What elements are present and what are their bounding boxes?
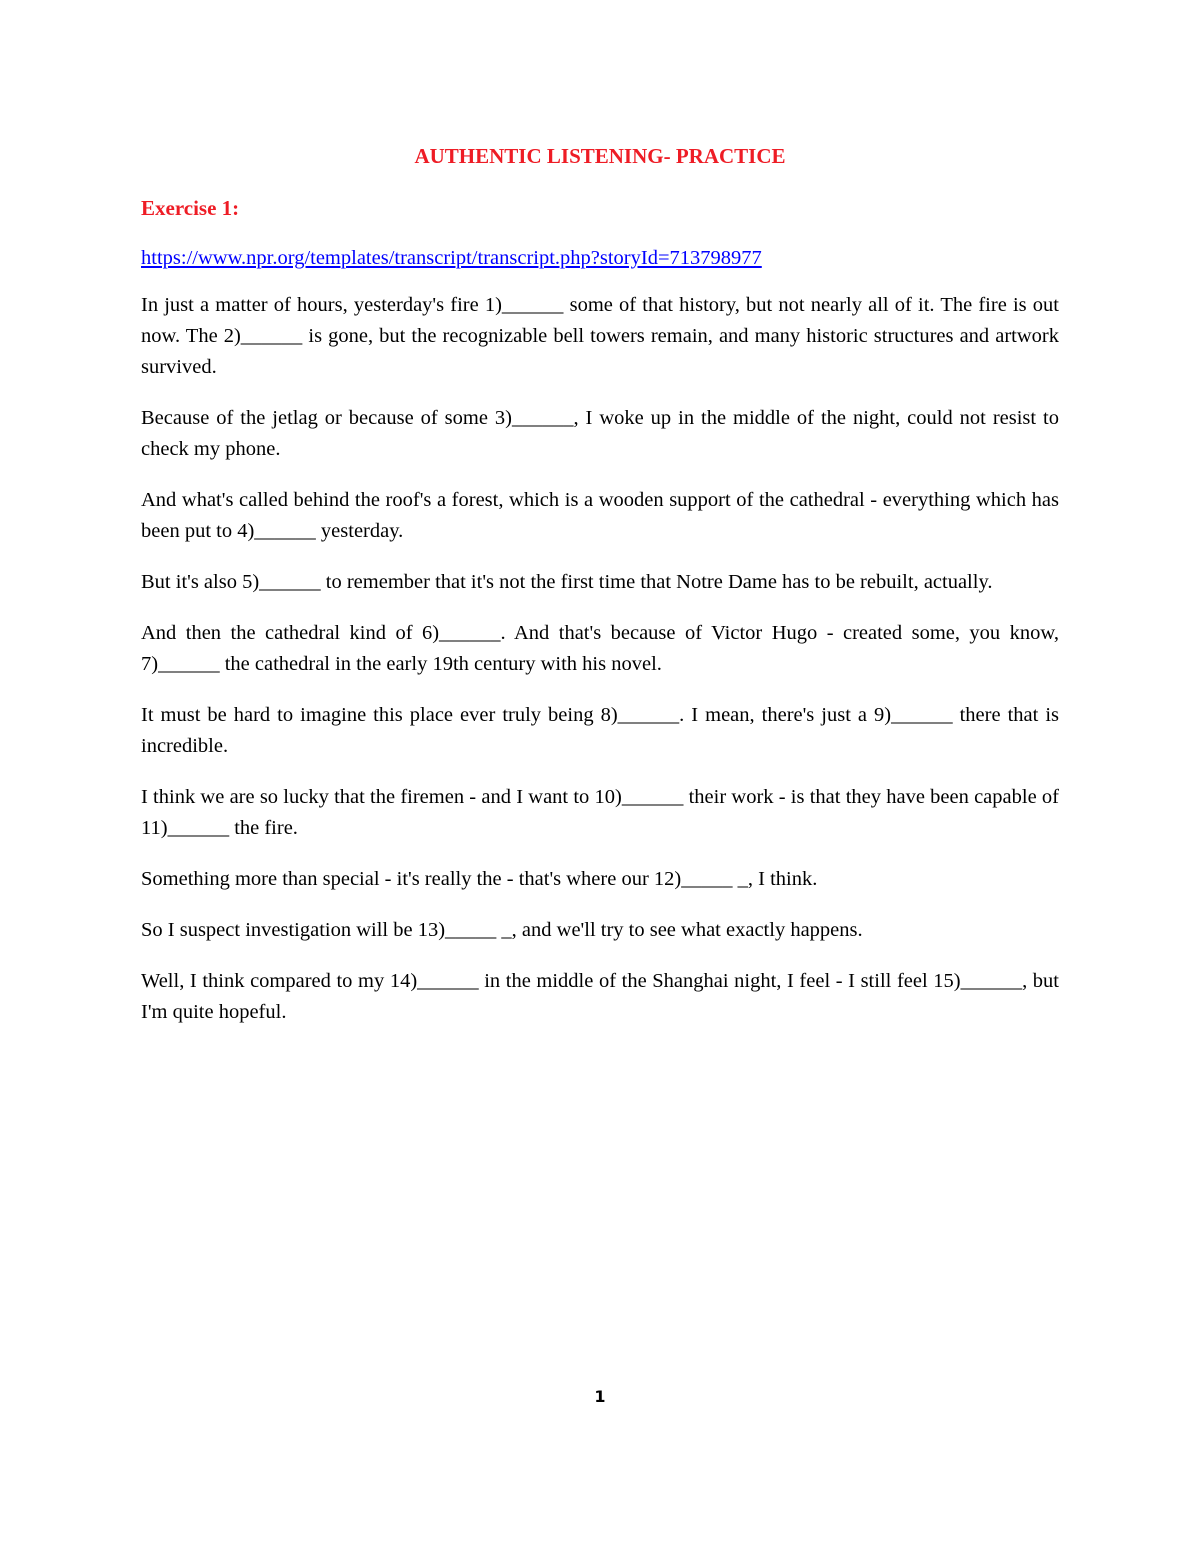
transcript-paragraph: Well, I think compared to my 14)______ in the middle of the Shanghai night, I feel - I still feel 15)______, but I'm quite hopeful. (141, 970, 1059, 1023)
source-link[interactable]: https://www.npr.org/templates/transcript/transcript.php?storyId=713798977 (141, 247, 762, 269)
document-body (141, 140, 1059, 1048)
transcript-paragraph: In just a matter of hours, yesterday's fire 1)______ some of that history, but not nearly all of it. The fire is out now. The 2)______ is gone, but the recognizable bell towers remain, and many historic structures and artwork survived. (141, 294, 1059, 378)
exercise-heading: Exercise 1: (141, 196, 240, 220)
transcript-paragraph: I think we are so lucky that the firemen - and I want to 10)______ their work - is that they have been capable of 11)______ the fire. (141, 786, 1059, 839)
transcript-paragraph: And what's called behind the roof's a forest, which is a wooden support of the cathedral - everything which has been put to 4)______ yesterday. (141, 489, 1059, 542)
document-title: AUTHENTIC LISTENING- PRACTICE (414, 144, 786, 168)
transcript-paragraph: And then the cathedral kind of 6)______. And that's because of Victor Hugo - created some, you know, 7)______ the cathedral in the early 19th century with his novel. (141, 622, 1059, 675)
transcript-paragraphs (141, 290, 1059, 1028)
transcript-paragraph: Because of the jetlag or because of some 3)______, I woke up in the middle of the night, could not resist to check my phone. (141, 407, 1059, 460)
transcript-paragraph: It must be hard to imagine this place ever truly being 8)______. I mean, there's just a 9)______ there that is incredible. (141, 704, 1059, 757)
transcript-paragraph: Something more than special - it's really the - that's where our 12)_____ _, I think. (141, 868, 818, 890)
transcript-paragraph: So I suspect investigation will be 13)_____ _, and we'll try to see what exactly happens. (141, 919, 863, 941)
transcript-paragraph: But it's also 5)______ to remember that it's not the first time that Notre Dame has to be rebuilt, actually. (141, 571, 993, 593)
page-number: 1 (594, 1387, 606, 1406)
